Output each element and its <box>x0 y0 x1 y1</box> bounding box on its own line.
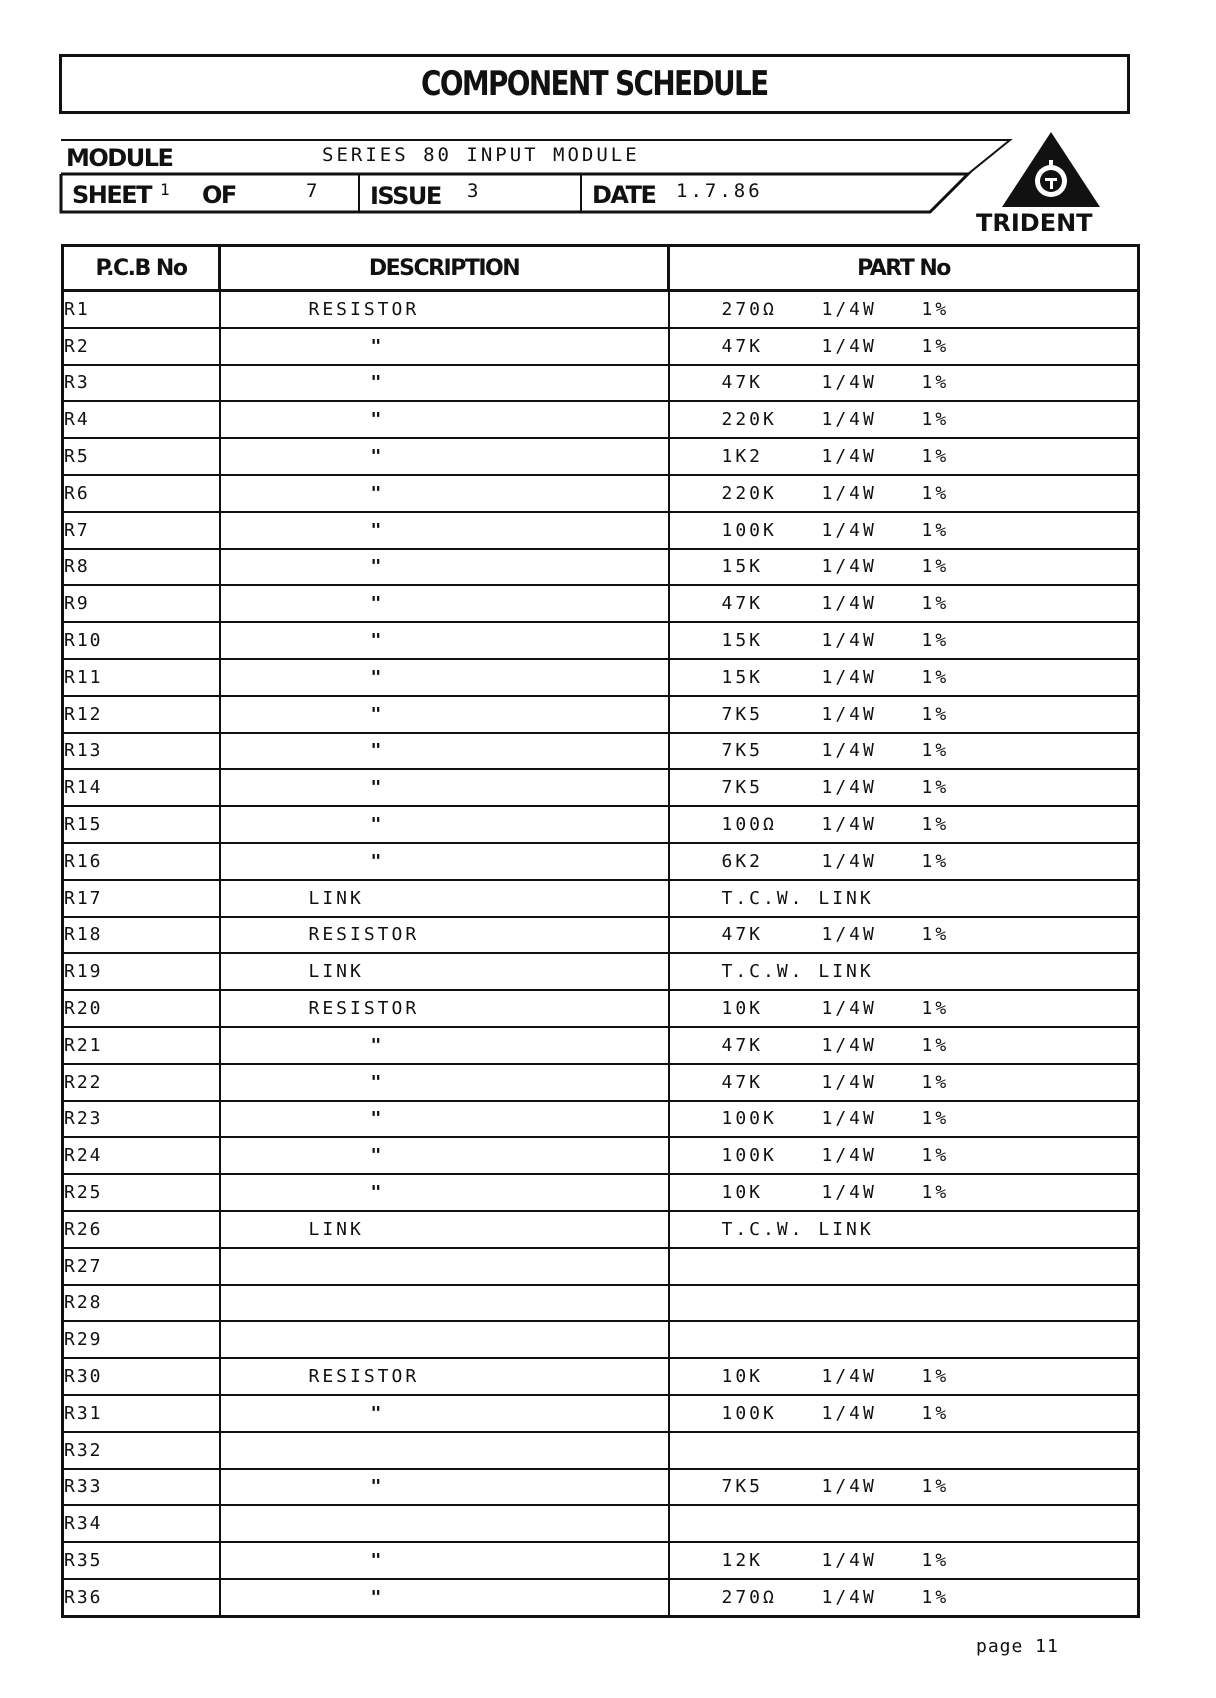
description-text: " <box>370 1182 385 1204</box>
table-row <box>63 843 1139 880</box>
part-value: 100K <box>721 1145 777 1167</box>
part-power: 1/4W <box>821 924 877 946</box>
part-tolerance: 1% <box>921 703 950 725</box>
part-power: 1/4W <box>821 482 877 504</box>
col-header-pcb: P.C.B No <box>63 246 220 291</box>
description-cell <box>220 1027 669 1064</box>
pcb-cell: R26 <box>63 1211 220 1248</box>
sheet-value: 1 <box>160 180 173 199</box>
part-value: 10K <box>721 998 764 1020</box>
description-cell <box>220 401 669 438</box>
part-tolerance: 1% <box>921 446 950 468</box>
part-value: 100K <box>721 519 777 541</box>
part-tolerance: 1% <box>921 1145 950 1167</box>
pcb-cell: R18 <box>63 917 220 954</box>
table-row <box>63 365 1139 402</box>
part-power: 1/4W <box>821 1549 877 1571</box>
description-cell <box>220 328 669 365</box>
col-header-part: PART No <box>669 246 1139 291</box>
description-cell <box>220 990 669 1027</box>
description-text: " <box>370 703 385 725</box>
part-tolerance: 1% <box>921 372 950 394</box>
part-cell <box>669 769 1139 806</box>
description-text: " <box>370 372 385 394</box>
part-power: 1/4W <box>821 1476 877 1498</box>
pcb-cell: R12 <box>63 696 220 733</box>
description-text: " <box>370 409 385 431</box>
part-cell <box>669 990 1139 1027</box>
part-tolerance: 1% <box>921 1366 950 1387</box>
description-cell <box>220 1469 669 1506</box>
part-tolerance: 1% <box>921 1402 950 1424</box>
description-text: RESISTOR <box>308 1366 420 1387</box>
part-value: 47K <box>721 335 764 357</box>
description-cell <box>220 843 669 880</box>
pcb-cell: R1 <box>63 291 220 328</box>
description-cell <box>220 1321 669 1358</box>
table-row <box>63 1027 1139 1064</box>
description-text: " <box>370 1071 385 1093</box>
part-tolerance: 1% <box>921 593 950 615</box>
part-value: 100K <box>721 1108 777 1130</box>
part-tolerance: 1% <box>921 335 950 357</box>
page-title: COMPONENT SCHEDULE <box>421 64 768 104</box>
part-cell <box>669 1432 1139 1469</box>
part-cell <box>669 917 1139 954</box>
issue-label: ISSUE <box>370 182 441 210</box>
part-tolerance: 1% <box>921 924 950 946</box>
table-row <box>63 1174 1139 1211</box>
part-power: 1/4W <box>821 372 877 394</box>
description-cell <box>220 512 669 549</box>
description-text: " <box>370 740 385 762</box>
part-cell <box>669 1064 1139 1101</box>
table-row <box>63 659 1139 696</box>
description-text: " <box>370 666 385 688</box>
part-power: 1/4W <box>821 998 877 1020</box>
description-cell <box>220 1248 669 1285</box>
part-power: 1/4W <box>821 666 877 688</box>
part-cell <box>669 1469 1139 1506</box>
part-tolerance: 1% <box>921 777 950 799</box>
part-tolerance: 1% <box>921 1108 950 1130</box>
part-power: 1/4W <box>821 1071 877 1093</box>
part-cell <box>669 549 1139 586</box>
table-row <box>63 1395 1139 1432</box>
part-power: 1/4W <box>821 740 877 762</box>
pcb-cell: R13 <box>63 733 220 770</box>
pcb-cell: R17 <box>63 880 220 917</box>
pcb-cell: R36 <box>63 1579 220 1616</box>
part-tolerance: 1% <box>921 556 950 578</box>
pcb-cell: R25 <box>63 1174 220 1211</box>
part-value: 47K <box>721 593 764 615</box>
part-power: 1/4W <box>821 703 877 725</box>
description-text: " <box>370 446 385 468</box>
trident-logo-icon <box>1002 132 1100 207</box>
description-cell <box>220 475 669 512</box>
part-cell <box>669 659 1139 696</box>
table-row <box>63 917 1139 954</box>
description-text: " <box>370 777 385 799</box>
part-power: 1/4W <box>821 1402 877 1424</box>
pcb-cell: R6 <box>63 475 220 512</box>
table-row <box>63 696 1139 733</box>
part-cell <box>669 1321 1139 1358</box>
description-cell <box>220 1432 669 1469</box>
col-header-description: DESCRIPTION <box>220 246 669 291</box>
part-value: 47K <box>721 1071 764 1093</box>
header-block <box>0 0 1216 240</box>
description-text: " <box>370 850 385 872</box>
part-power: 1/4W <box>821 593 877 615</box>
part-value: 47K <box>721 924 764 946</box>
part-value: 7K5 <box>721 703 764 725</box>
table-row <box>63 990 1139 1027</box>
pcb-cell: R31 <box>63 1395 220 1432</box>
part-cell <box>669 843 1139 880</box>
part-tolerance: 1% <box>921 740 950 762</box>
part-tolerance: 1% <box>921 1549 950 1571</box>
part-value: T.C.W. LINK <box>721 887 874 909</box>
pcb-cell: R28 <box>63 1285 220 1322</box>
date-label: DATE <box>592 181 656 209</box>
part-power: 1/4W <box>821 777 877 799</box>
module-value: SERIES 80 INPUT MODULE <box>322 144 640 166</box>
pcb-cell: R5 <box>63 438 220 475</box>
description-cell <box>220 1579 669 1616</box>
table-row <box>63 880 1139 917</box>
part-power: 1/4W <box>821 298 877 320</box>
part-value: 15K <box>721 630 764 652</box>
description-text: LINK <box>308 1218 364 1240</box>
part-cell <box>669 1579 1139 1616</box>
description-cell <box>220 1174 669 1211</box>
pcb-cell: R32 <box>63 1432 220 1469</box>
table-row <box>63 401 1139 438</box>
pcb-cell: R15 <box>63 806 220 843</box>
table-row <box>63 622 1139 659</box>
table-row <box>63 953 1139 990</box>
part-tolerance: 1% <box>921 1476 950 1498</box>
part-cell <box>669 475 1139 512</box>
date-value: 1.7.86 <box>676 180 763 202</box>
description-cell <box>220 1285 669 1322</box>
part-power: 1/4W <box>821 1586 877 1608</box>
table-row <box>63 1358 1139 1395</box>
description-cell <box>220 733 669 770</box>
part-power: 1/4W <box>821 1182 877 1204</box>
table-row <box>63 1248 1139 1285</box>
part-cell <box>669 1174 1139 1211</box>
pcb-cell: R20 <box>63 990 220 1027</box>
sheet-label: SHEET <box>72 181 152 209</box>
part-cell <box>669 880 1139 917</box>
part-power: 1/4W <box>821 446 877 468</box>
part-tolerance: 1% <box>921 630 950 652</box>
part-cell <box>669 1137 1139 1174</box>
part-power: 1/4W <box>821 850 877 872</box>
description-text: " <box>370 1034 385 1056</box>
description-cell <box>220 1505 669 1542</box>
table-body <box>63 291 1139 1617</box>
part-power: 1/4W <box>821 556 877 578</box>
pcb-cell: R35 <box>63 1542 220 1579</box>
description-text: " <box>370 630 385 652</box>
part-cell <box>669 1542 1139 1579</box>
part-value: 270Ω <box>721 1586 777 1608</box>
part-tolerance: 1% <box>921 519 950 541</box>
part-tolerance: 1% <box>921 814 950 836</box>
table-row <box>63 475 1139 512</box>
description-cell <box>220 1101 669 1138</box>
pcb-cell: R2 <box>63 328 220 365</box>
pcb-cell: R10 <box>63 622 220 659</box>
table-row <box>63 328 1139 365</box>
part-value: 7K5 <box>721 1476 764 1498</box>
table-row <box>63 1469 1139 1506</box>
part-value: 10K <box>721 1182 764 1204</box>
part-cell <box>669 806 1139 843</box>
part-value: 1K2 <box>721 446 764 468</box>
description-cell <box>220 585 669 622</box>
part-cell <box>669 291 1139 328</box>
description-cell <box>220 659 669 696</box>
description-text: " <box>370 1476 385 1498</box>
part-cell <box>669 512 1139 549</box>
description-text: RESISTOR <box>308 998 420 1020</box>
part-power: 1/4W <box>821 1366 877 1387</box>
table-row <box>63 438 1139 475</box>
pcb-cell: R33 <box>63 1469 220 1506</box>
component-table <box>61 244 1140 1618</box>
description-cell <box>220 953 669 990</box>
table-row <box>63 1432 1139 1469</box>
pcb-cell: R4 <box>63 401 220 438</box>
description-text: " <box>370 1549 385 1571</box>
part-cell <box>669 1358 1139 1395</box>
part-value: 47K <box>721 372 764 394</box>
part-power: 1/4W <box>821 630 877 652</box>
part-tolerance: 1% <box>921 298 950 320</box>
part-cell <box>669 1211 1139 1248</box>
description-cell <box>220 1137 669 1174</box>
pcb-cell: R30 <box>63 1358 220 1395</box>
logo-wordmark: TRIDENT <box>976 209 1093 237</box>
part-power: 1/4W <box>821 1145 877 1167</box>
description-cell <box>220 622 669 659</box>
part-value: T.C.W. LINK <box>721 1218 874 1240</box>
description-text: " <box>370 519 385 541</box>
pcb-cell: R23 <box>63 1101 220 1138</box>
part-tolerance: 1% <box>921 998 950 1020</box>
part-value: 6K2 <box>721 850 764 872</box>
table-row <box>63 585 1139 622</box>
table-row <box>63 291 1139 328</box>
description-text: " <box>370 335 385 357</box>
part-value: 220K <box>721 409 777 431</box>
part-cell <box>669 696 1139 733</box>
part-power: 1/4W <box>821 1108 877 1130</box>
part-cell <box>669 622 1139 659</box>
pcb-cell: R3 <box>63 365 220 402</box>
table-row <box>63 769 1139 806</box>
description-cell <box>220 696 669 733</box>
part-cell <box>669 733 1139 770</box>
part-value: 100Ω <box>721 814 777 836</box>
part-value: 270Ω <box>721 298 777 320</box>
part-cell <box>669 1027 1139 1064</box>
table-row <box>63 1211 1139 1248</box>
table-row <box>63 512 1139 549</box>
part-tolerance: 1% <box>921 1586 950 1608</box>
module-label: MODULE <box>66 144 173 172</box>
pcb-cell: R24 <box>63 1137 220 1174</box>
pcb-cell: R9 <box>63 585 220 622</box>
description-text: " <box>370 1586 385 1608</box>
part-cell <box>669 1248 1139 1285</box>
of-value: 7 <box>306 180 321 202</box>
description-text: " <box>370 556 385 578</box>
issue-value: 3 <box>467 180 482 202</box>
part-power: 1/4W <box>821 814 877 836</box>
pcb-cell: R29 <box>63 1321 220 1358</box>
part-cell <box>669 438 1139 475</box>
description-text: " <box>370 1145 385 1167</box>
description-cell <box>220 917 669 954</box>
part-tolerance: 1% <box>921 1034 950 1056</box>
part-power: 1/4W <box>821 335 877 357</box>
description-cell <box>220 1064 669 1101</box>
part-cell <box>669 585 1139 622</box>
part-cell <box>669 1101 1139 1138</box>
pcb-cell: R34 <box>63 1505 220 1542</box>
part-power: 1/4W <box>821 519 877 541</box>
description-cell <box>220 1211 669 1248</box>
description-text: LINK <box>308 887 364 909</box>
part-power: 1/4W <box>821 409 877 431</box>
part-cell <box>669 1395 1139 1432</box>
description-cell <box>220 1542 669 1579</box>
part-cell <box>669 953 1139 990</box>
description-text: " <box>370 482 385 504</box>
page-number: page 11 <box>976 1636 1059 1657</box>
description-cell <box>220 365 669 402</box>
pcb-cell: R8 <box>63 549 220 586</box>
part-value: 15K <box>721 666 764 688</box>
pcb-cell: R22 <box>63 1064 220 1101</box>
part-value: 100K <box>721 1402 777 1424</box>
description-cell <box>220 291 669 328</box>
description-text: " <box>370 593 385 615</box>
description-cell <box>220 1395 669 1432</box>
pcb-cell: R11 <box>63 659 220 696</box>
pcb-cell: R27 <box>63 1248 220 1285</box>
table-row <box>63 1321 1139 1358</box>
part-tolerance: 1% <box>921 850 950 872</box>
description-text: " <box>370 1402 385 1424</box>
part-tolerance: 1% <box>921 1071 950 1093</box>
pcb-cell: R16 <box>63 843 220 880</box>
part-tolerance: 1% <box>921 1182 950 1204</box>
table-row <box>63 1064 1139 1101</box>
part-value: T.C.W. LINK <box>721 961 874 983</box>
part-tolerance: 1% <box>921 409 950 431</box>
part-cell <box>669 1285 1139 1322</box>
part-value: 10K <box>721 1366 764 1387</box>
description-cell <box>220 806 669 843</box>
part-tolerance: 1% <box>921 666 950 688</box>
table-row <box>63 549 1139 586</box>
table-row <box>63 1542 1139 1579</box>
table-row <box>63 1505 1139 1542</box>
part-value: 47K <box>721 1034 764 1056</box>
description-cell <box>220 1358 669 1395</box>
table-row <box>63 1285 1139 1322</box>
description-text: " <box>370 814 385 836</box>
description-text: RESISTOR <box>308 924 420 946</box>
description-text: LINK <box>308 961 364 983</box>
part-tolerance: 1% <box>921 482 950 504</box>
pcb-cell: R14 <box>63 769 220 806</box>
pcb-cell: R19 <box>63 953 220 990</box>
part-cell <box>669 1505 1139 1542</box>
pcb-cell: R7 <box>63 512 220 549</box>
description-cell <box>220 880 669 917</box>
description-cell <box>220 769 669 806</box>
part-cell <box>669 328 1139 365</box>
part-power: 1/4W <box>821 1034 877 1056</box>
part-value: 12K <box>721 1549 764 1571</box>
of-label: OF <box>202 181 236 209</box>
description-text: RESISTOR <box>308 298 420 320</box>
table-row <box>63 733 1139 770</box>
part-cell <box>669 365 1139 402</box>
part-value: 220K <box>721 482 777 504</box>
part-value: 7K5 <box>721 777 764 799</box>
table-row <box>63 806 1139 843</box>
description-cell <box>220 438 669 475</box>
table-row <box>63 1101 1139 1138</box>
table-header-row <box>63 246 1139 291</box>
pcb-cell: R21 <box>63 1027 220 1064</box>
description-text: " <box>370 1108 385 1130</box>
table-row <box>63 1579 1139 1616</box>
table-row <box>63 1137 1139 1174</box>
part-cell <box>669 401 1139 438</box>
part-value: 15K <box>721 556 764 578</box>
description-cell <box>220 549 669 586</box>
part-value: 7K5 <box>721 740 764 762</box>
